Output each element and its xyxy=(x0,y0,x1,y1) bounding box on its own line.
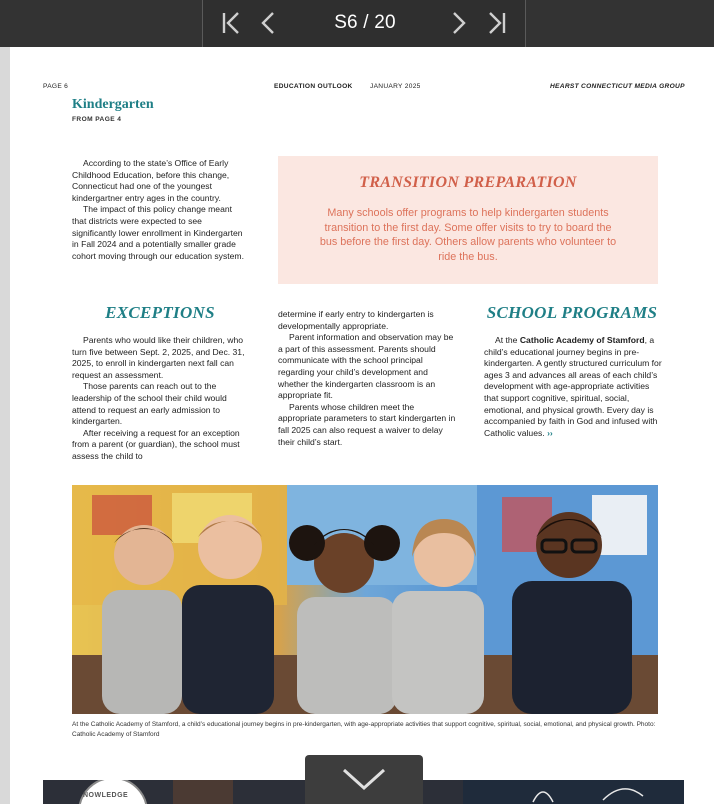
school-programs-body: , a child’s educational journey begins in pre-kindergarten. A gently structured curriculum for ages 3 and advances all areas of each child’s development with age-appropriate activities that support cognitive, spiritual, social, emotional, and physical growth. Every day is accompanied by faith in God and infused with Catholic values. xyxy=(484,335,662,438)
exceptions-paragraph: Those parents can reach out to the leadership of the school their child would attend to request an early admission to kindergarten. xyxy=(72,381,227,427)
last-page-icon xyxy=(484,10,508,36)
article-title: Kindergarten xyxy=(72,97,154,112)
kindergarten-class-photo xyxy=(72,485,658,714)
issue-date: JANUARY 2025 xyxy=(370,83,421,90)
page-number-label: PAGE 6 xyxy=(43,83,69,90)
transition-title: TRANSITION PREPARATION xyxy=(359,174,577,191)
page-gutter xyxy=(0,47,10,804)
photo-caption: At the Catholic Academy of Stamford, a child’s educational journey begins in pre-kindergarten, with age-appropriate activities that support cognitive, spiritual, social, emotional, and physical growth. Photo: Catholic Academy of Stamford xyxy=(72,721,656,738)
toolbar-nav-group xyxy=(202,0,526,47)
exceptions-paragraph: Parents whose children meet the appropriate parameters to start kindergarten in fall 2025 can also request a waiver to delay their child’s start. xyxy=(278,401,456,447)
first-page-icon xyxy=(220,10,244,36)
previous-page-button[interactable] xyxy=(255,9,281,37)
school-programs-paragraph xyxy=(484,335,662,439)
transition-text: Many schools offer programs to help kindergarten students transition to the first day. Some offer visits to try to board the bus before the first day. Others allow parents who volunteer to ride the bus. xyxy=(319,207,617,264)
school-programs-heading: SCHOOL PROGRAMS xyxy=(486,303,658,322)
intro-paragraph: The impact of this policy change meant that districts were expected to see significantly lower enrollment in Kindergarten in Fall 2024 and a potentially smaller grade cohort moving through our education system. xyxy=(72,204,244,261)
intro-paragraph: According to the state’s Office of Early Childhood Education, before this change, Connecticut had one of the youngest kindergartner entry ages in the country. xyxy=(72,158,230,203)
school-programs-column xyxy=(484,335,662,439)
intro-column xyxy=(72,158,248,262)
first-page-button[interactable] xyxy=(219,9,245,37)
continue-arrow: ›› xyxy=(547,427,553,438)
publisher-label: HEARST CONNECTICUT MEDIA GROUP xyxy=(550,83,685,90)
children-photo-illustration xyxy=(72,485,658,714)
chevron-down-icon xyxy=(341,767,387,791)
last-page-button[interactable] xyxy=(483,9,509,37)
transition-callout-box xyxy=(278,156,658,284)
page-indicator: S6 / 20 xyxy=(334,12,396,33)
school-name: Catholic Academy of Stamford xyxy=(519,335,645,345)
section-label: EDUCATION OUTLOOK xyxy=(274,83,353,90)
next-page-button[interactable] xyxy=(446,9,472,37)
scroll-down-button[interactable] xyxy=(305,755,423,804)
ad-logo-text: NOWLEDGE xyxy=(83,792,129,799)
exceptions-paragraph: Parents who would like their children, who turn five between Sept. 2, 2025, and Dec. 31, 2025, to enroll in kindergarten next fall can request an assessment. xyxy=(72,335,245,380)
exceptions-continued-column xyxy=(278,309,456,448)
school-programs-at: At the xyxy=(495,335,520,345)
exceptions-paragraph: Parent information and observation may be a part of this assessment. Parents should communicate with the school principal regarding your child’s development and whether the kindergarten classroom is an appropriate fit. xyxy=(278,332,454,401)
viewer-toolbar xyxy=(0,0,714,47)
exceptions-column xyxy=(72,335,248,463)
exceptions-heading: EXCEPTIONS xyxy=(105,303,215,322)
previous-page-icon xyxy=(258,10,278,36)
continued-from-label: FROM PAGE 4 xyxy=(72,116,122,123)
exceptions-paragraph: After receiving a request for an exception from a parent (or guardian), the school must assess the child to xyxy=(72,427,240,461)
next-page-icon xyxy=(449,10,469,36)
magazine-page xyxy=(10,47,714,804)
exceptions-lead-in: determine if early entry to kindergarten is developmentally appropriate. xyxy=(278,309,434,331)
